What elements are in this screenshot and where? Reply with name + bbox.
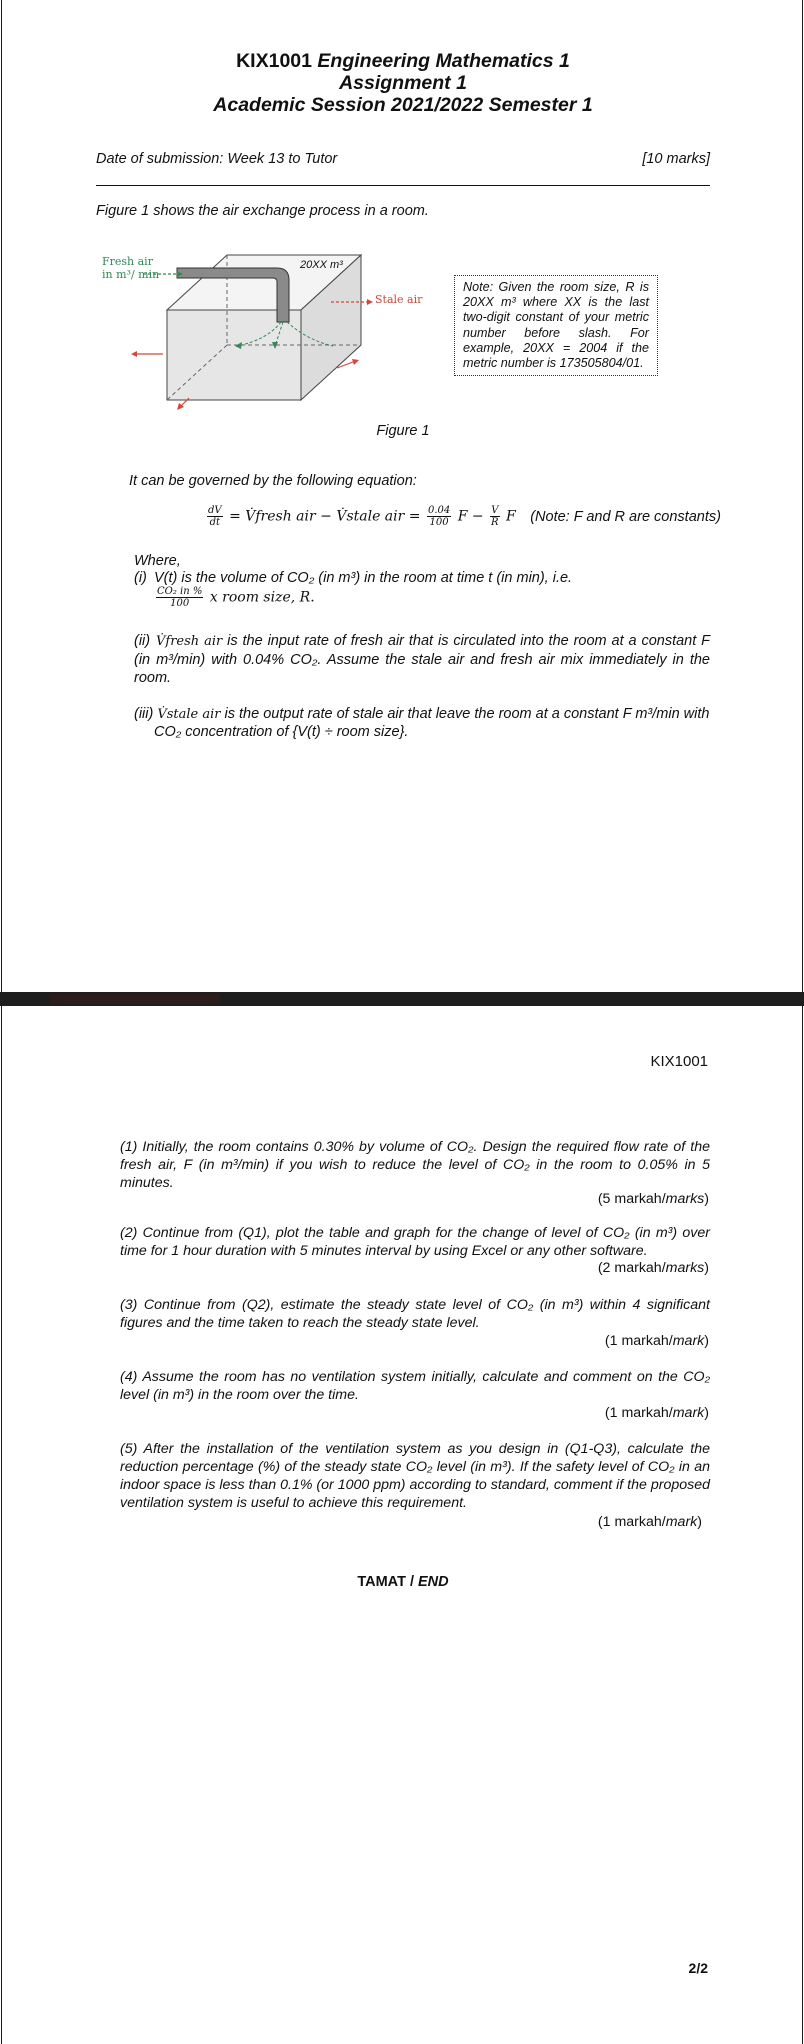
page-2 — [1, 1006, 803, 2044]
page-header: KIX1001 — [650, 1053, 708, 1070]
question-number: (5) — [120, 1441, 138, 1457]
question-text: After the installation of the ventilation system as you design in (Q1-Q3), calculate the reduction percentage (%) of the steady state CO₂ level (in m³). If the safety level of CO₂ in an indoor space is less than 0.1% (or 1000 ppm) according to standard, comment if the proposed ventilation system is useful to achieve this requirement. — [120, 1441, 710, 1511]
question-number: (2) — [120, 1225, 138, 1241]
question-3 — [120, 1296, 710, 1332]
question-2-marks: (2 markah/marks) — [597, 1260, 709, 1276]
stale-air-arrow-icon — [367, 299, 373, 305]
governing-text: It can be governed by the following equation: — [129, 473, 417, 489]
room-size-label: 20XX m³ — [300, 259, 343, 271]
item-iii-continued: CO₂ concentration of {V(t) ÷ room size}. — [154, 724, 409, 740]
course-name: Engineering Mathematics 1 — [317, 50, 570, 72]
question-text: Continue from (Q1), plot the table and graph for the change of level of CO₂ (in m³) over time for 1 hour duration with 5 minutes interval by using Excel or any other software. — [120, 1225, 710, 1259]
course-code: KIX1001 — [236, 50, 312, 72]
question-1-marks: (5 markah/marks) — [597, 1191, 709, 1207]
question-4-marks: (1 markah/mark) — [604, 1405, 709, 1421]
question-4 — [120, 1368, 710, 1404]
question-3-marks: (1 markah/mark) — [604, 1333, 709, 1349]
fraction-v-r: $\frac{V}{R}$ — [491, 505, 499, 528]
lhs-fraction: $\frac{dV}{dt}$ — [208, 505, 222, 528]
item-iii-text: is the output rate of stale air that leave the room at a constant F m³/min with — [224, 706, 710, 722]
submission-date: Date of submission: Week 13 to Tutor — [96, 151, 338, 167]
header-rule — [96, 185, 710, 186]
question-number: (1) — [120, 1139, 138, 1155]
item-i-text: V(t) is the volume of CO₂ (in m³) in the room at time t (in min), i.e. — [154, 570, 573, 586]
fresh-air-unit: in m³/ min — [102, 268, 160, 281]
title-line-1 — [2, 50, 804, 73]
governing-equation — [205, 505, 721, 528]
item-i-formula-text: x room size, R. — [209, 589, 315, 606]
room-size-note: Note: Given the room size, R is 20XX m³ where XX is the last two-digit constant of your metric number before slash. For example, 20XX = 2004 if the metric number is 173505804/01. — [454, 275, 658, 376]
item-ii-number: (ii) — [134, 633, 151, 649]
question-text: Initially, the room contains 0.30% by volume of CO₂. Design the required flow rate of the fresh air, F (in m³/min) if you wish to reduce the level of CO₂ in the room to 0.05% in 5 minutes. — [120, 1139, 710, 1191]
co2-fraction: $\frac{\text{CO₂ in \%}}{100}$ — [157, 586, 203, 609]
figure-intro: Figure 1 shows the air exchange process in a room. — [96, 203, 429, 219]
item-iii-number: (iii) — [134, 706, 154, 722]
question-1 — [120, 1138, 710, 1192]
equation-end: F — [506, 508, 516, 525]
title-line-2: Assignment 1 — [339, 72, 467, 94]
title-line-3: Academic Session 2021/2022 Semester 1 — [213, 94, 593, 116]
equation-note: (Note: F and R are constants) — [530, 508, 721, 525]
stale-air-arrow-icon — [131, 351, 137, 357]
item-ii-text: is the input rate of fresh air that is circulated into the room at a constant F (in m³/min) with 0.04% CO₂. Assume the stale air and fresh air mix immediately in the room. — [134, 633, 711, 686]
question-number: (4) — [120, 1369, 138, 1385]
question-5-marks: (1 markah/mark) — [597, 1514, 702, 1530]
where-label: Where, — [134, 553, 181, 569]
question-text: Assume the room has no ventilation system initially, calculate and comment on the CO₂ level (in m³) in the room over the time. — [120, 1369, 710, 1403]
equation-rates: = V̇fresh air − V̇stale air = — [229, 508, 421, 525]
fraction-0-04: $\frac{0.04}{100}$ — [427, 505, 451, 528]
figure-caption: Figure 1 — [376, 423, 430, 439]
fresh-air-label — [102, 255, 159, 281]
question-number: (3) — [120, 1297, 138, 1313]
page-1 — [1, 0, 803, 992]
item-iii-symbol: V̇stale air — [157, 707, 221, 722]
item-i-formula — [154, 586, 315, 609]
page-number: 2/2 — [688, 1960, 708, 1976]
end-marker: TAMAT / END — [357, 1574, 449, 1590]
item-ii-symbol: V̇fresh air — [156, 634, 223, 649]
stale-air-label: Stale air — [375, 293, 423, 306]
question-5 — [120, 1440, 710, 1512]
item-i — [134, 569, 710, 587]
item-iii — [134, 705, 710, 724]
total-marks: [10 marks] — [642, 151, 710, 167]
item-ii — [134, 632, 710, 687]
equation-mid: F − — [457, 508, 484, 525]
page-separator — [0, 992, 804, 1006]
item-i-number: (i) — [134, 570, 147, 586]
room-front-face — [167, 310, 301, 400]
question-2 — [120, 1224, 710, 1260]
stale-air-arrow-icon — [352, 359, 359, 365]
fresh-air-text: Fresh air — [102, 255, 153, 268]
scan-artifact — [50, 994, 220, 1004]
question-text: Continue from (Q2), estimate the steady state level of CO₂ (in m³) within 4 significant figures and the time taken to reach the steady state level. — [120, 1297, 710, 1331]
